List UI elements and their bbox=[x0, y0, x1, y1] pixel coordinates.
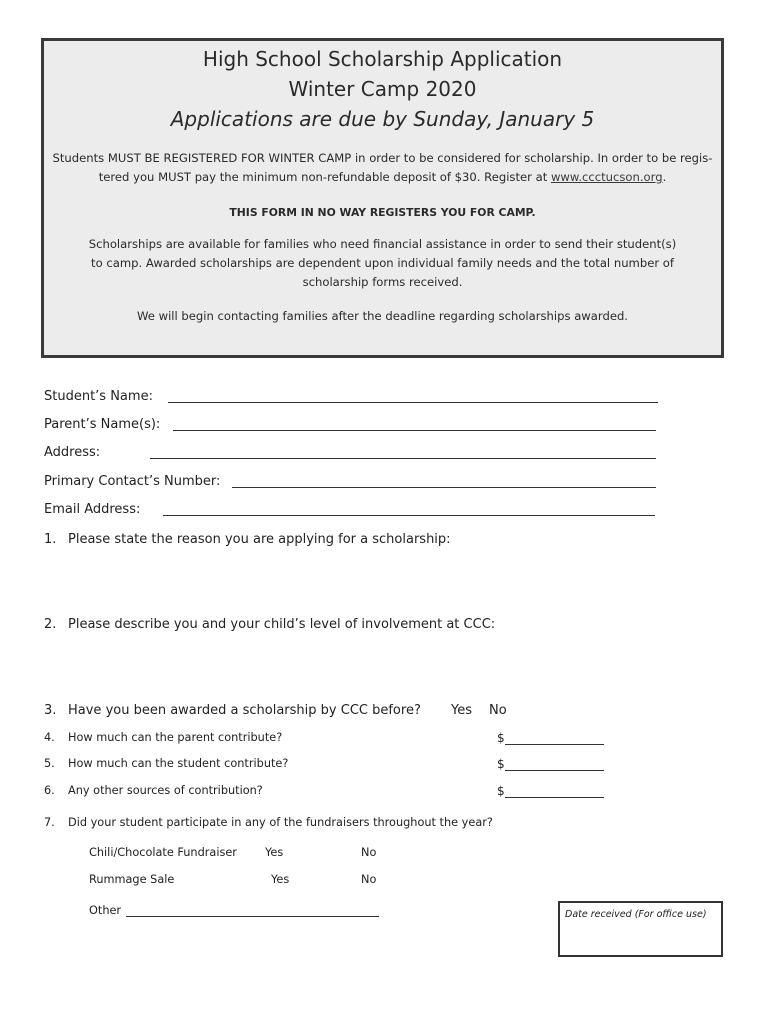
registration-line-2 bbox=[48, 168, 717, 187]
register-link[interactable]: www.ccctucson.org bbox=[550, 170, 663, 184]
header-box bbox=[41, 38, 724, 358]
question-4-number: 4. bbox=[44, 731, 55, 744]
student-name-field[interactable] bbox=[168, 402, 658, 403]
chili-fundraiser-no[interactable]: No bbox=[361, 846, 377, 859]
registration-line-2-end: . bbox=[662, 170, 667, 184]
question-1-text: Please state the reason you are applying for a scholarship: bbox=[68, 532, 451, 547]
question-2-number: 2. bbox=[44, 617, 57, 632]
question-4 bbox=[44, 731, 282, 744]
question-3-text: Have you been awarded a scholarship by CCC before? bbox=[68, 703, 421, 718]
student-name-label: Student’s Name: bbox=[44, 389, 153, 404]
question-7 bbox=[44, 816, 493, 829]
email-field[interactable] bbox=[163, 515, 655, 516]
question-3 bbox=[44, 703, 421, 718]
scholarship-line-3: scholarship forms received. bbox=[302, 275, 463, 289]
parent-name-field[interactable] bbox=[173, 430, 656, 431]
primary-contact-label: Primary Contact’s Number: bbox=[44, 474, 221, 489]
scholarship-line-1: Scholarships are available for families who need financial assistance in order to send their student(s) bbox=[88, 237, 677, 251]
parent-contribution-currency: $ bbox=[497, 731, 505, 745]
question-2-text: Please describe you and your child’s level of involvement at CCC: bbox=[68, 617, 496, 632]
parent-name-label: Parent’s Name(s): bbox=[44, 417, 161, 432]
rummage-sale-no[interactable]: No bbox=[361, 873, 377, 886]
other-fundraiser-label: Other bbox=[89, 904, 122, 917]
form-title: High School Scholarship Application bbox=[202, 47, 563, 71]
other-contribution-currency: $ bbox=[497, 784, 505, 798]
rummage-sale-label: Rummage Sale bbox=[89, 873, 175, 886]
question-2 bbox=[44, 617, 495, 632]
question-4-text: How much can the parent contribute? bbox=[68, 731, 283, 744]
form-subtitle: Winter Camp 2020 bbox=[288, 77, 477, 101]
rummage-sale-yes[interactable]: Yes bbox=[271, 873, 290, 886]
registration-line-2-text: tered you MUST pay the minimum non-refundable deposit of $30. Register at bbox=[98, 170, 551, 184]
chili-fundraiser-yes[interactable]: Yes bbox=[265, 846, 284, 859]
question-5-text: How much can the student contribute? bbox=[68, 757, 289, 770]
student-contribution-currency: $ bbox=[497, 757, 505, 771]
other-fundraiser-field[interactable] bbox=[126, 916, 379, 917]
question-3-number: 3. bbox=[44, 703, 57, 718]
date-received-label: Date received (For office use) bbox=[565, 909, 707, 920]
question-6 bbox=[44, 784, 263, 797]
scholarship-line-2: to camp. Awarded scholarships are dependent upon individual family needs and the total number of bbox=[91, 256, 674, 270]
question-7-number: 7. bbox=[44, 816, 55, 829]
question-1-number: 1. bbox=[44, 532, 57, 547]
scholarship-paragraph bbox=[68, 235, 697, 292]
question-3-no[interactable]: No bbox=[489, 703, 507, 718]
contact-paragraph: We will begin contacting families after the deadline regarding scholarships awarded. bbox=[136, 309, 628, 323]
registration-notice: THIS FORM IN NO WAY REGISTERS YOU FOR CAMP. bbox=[229, 206, 536, 219]
due-date: Applications are due by Sunday, January 5 bbox=[170, 107, 595, 131]
registration-paragraph bbox=[48, 149, 717, 187]
office-use-box bbox=[558, 901, 723, 957]
question-3-yes[interactable]: Yes bbox=[451, 703, 472, 718]
registration-line-1: Students MUST BE REGISTERED FOR WINTER CAMP in order to be considered for scholarship. In order to be regis- bbox=[52, 151, 713, 165]
parent-contribution-field[interactable] bbox=[505, 744, 604, 745]
other-contribution-field[interactable] bbox=[505, 797, 604, 798]
primary-contact-field[interactable] bbox=[232, 487, 656, 488]
student-contribution-field[interactable] bbox=[505, 770, 604, 771]
address-label: Address: bbox=[44, 445, 101, 460]
chili-fundraiser-label: Chili/Chocolate Fundraiser bbox=[89, 846, 237, 859]
question-6-text: Any other sources of contribution? bbox=[68, 784, 263, 797]
question-5-number: 5. bbox=[44, 757, 55, 770]
question-1 bbox=[44, 532, 451, 547]
email-label: Email Address: bbox=[44, 502, 141, 517]
question-7-text: Did your student participate in any of the fundraisers throughout the year? bbox=[68, 816, 493, 829]
question-5 bbox=[44, 757, 288, 770]
question-6-number: 6. bbox=[44, 784, 55, 797]
address-field[interactable] bbox=[150, 458, 656, 459]
